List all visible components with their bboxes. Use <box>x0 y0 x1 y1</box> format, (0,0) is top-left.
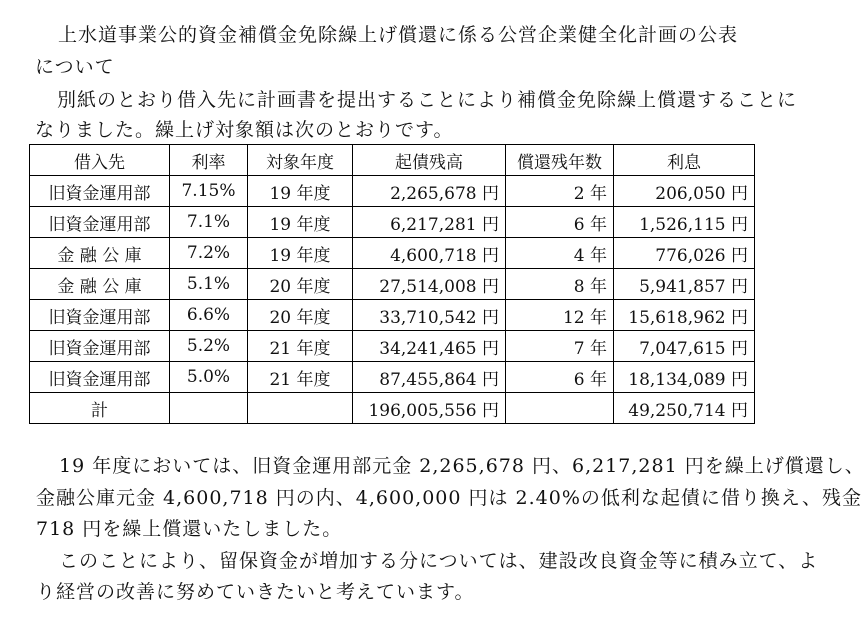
total-interest: 49,250,714 円 <box>614 393 755 424</box>
cell-fiscal-year: 19 年度 <box>248 176 353 207</box>
table-row <box>30 238 755 269</box>
table-row <box>30 362 755 393</box>
total-label: 計 <box>30 393 170 424</box>
document-title-line1: 上水道事業公的資金補償金免除繰上げ償還に係る公営企業健全化計画の公表 <box>58 24 739 46</box>
cell-rate: 5.2% <box>170 331 248 362</box>
cell-lender: 金 融 公 庫 <box>30 238 170 269</box>
cell-remaining-years: 6 年 <box>506 362 614 393</box>
table-row <box>30 331 755 362</box>
cell-balance: 33,710,542 円 <box>353 300 506 331</box>
header-rate: 利率 <box>170 145 248 176</box>
cell-rate: 7.15% <box>170 176 248 207</box>
cell-lender: 旧資金運用部 <box>30 331 170 362</box>
cell-balance: 27,514,008 円 <box>353 269 506 300</box>
total-balance: 196,005,556 円 <box>353 393 506 424</box>
table-total-row <box>30 393 755 424</box>
body-p1-line2: 金融公庫元金 4,600,718 円の内、4,600,000 円は 2.40%の低利な起債に借り換え、残金 <box>36 487 863 509</box>
cell-balance: 2,265,678 円 <box>353 176 506 207</box>
total-empty-cell <box>170 393 248 424</box>
cell-fiscal-year: 21 年度 <box>248 331 353 362</box>
cell-interest: 206,050 円 <box>614 176 755 207</box>
intro-line1: 別紙のとおり借入先に計画書を提出することにより補償金免除繰上償還することに <box>57 89 798 111</box>
cell-rate: 7.1% <box>170 207 248 238</box>
cell-lender: 旧資金運用部 <box>30 362 170 393</box>
total-empty-cell <box>506 393 614 424</box>
table-row <box>30 207 755 238</box>
cell-balance: 6,217,281 円 <box>353 207 506 238</box>
cell-lender: 金 融 公 庫 <box>30 269 170 300</box>
cell-rate: 5.0% <box>170 362 248 393</box>
cell-fiscal-year: 20 年度 <box>248 269 353 300</box>
table-row <box>30 300 755 331</box>
body-p1-line3: 718 円を繰上償還いたしました。 <box>36 518 343 540</box>
table-row <box>30 269 755 300</box>
cell-rate: 5.1% <box>170 269 248 300</box>
cell-fiscal-year: 20 年度 <box>248 300 353 331</box>
cell-lender: 旧資金運用部 <box>30 300 170 331</box>
cell-lender: 旧資金運用部 <box>30 176 170 207</box>
body-p2-line2: り経営の改善に努めていきたいと考えています。 <box>36 581 475 603</box>
cell-remaining-years: 4 年 <box>506 238 614 269</box>
table-row <box>30 176 755 207</box>
cell-balance: 4,600,718 円 <box>353 238 506 269</box>
header-remaining-years: 償還残年数 <box>506 145 614 176</box>
cell-fiscal-year: 19 年度 <box>248 238 353 269</box>
table-header-row <box>30 145 755 176</box>
cell-interest: 1,526,115 円 <box>614 207 755 238</box>
cell-interest: 18,134,089 円 <box>614 362 755 393</box>
cell-fiscal-year: 19 年度 <box>248 207 353 238</box>
cell-remaining-years: 12 年 <box>506 300 614 331</box>
cell-interest: 776,026 円 <box>614 238 755 269</box>
cell-remaining-years: 8 年 <box>506 269 614 300</box>
body-p2-line1: このことにより、留保資金が増加する分については、建設改良資金等に積み立て、よ <box>59 550 819 572</box>
cell-rate: 6.6% <box>170 300 248 331</box>
cell-fiscal-year: 21 年度 <box>248 362 353 393</box>
cell-rate: 7.2% <box>170 238 248 269</box>
header-fiscal-year: 対象年度 <box>248 145 353 176</box>
repayment-table <box>29 144 755 424</box>
cell-lender: 旧資金運用部 <box>30 207 170 238</box>
cell-remaining-years: 2 年 <box>506 176 614 207</box>
cell-remaining-years: 6 年 <box>506 207 614 238</box>
body-p1-line1: 19 年度においては、旧資金運用部元金 2,265,678 円、6,217,281 円を繰上げ償還し、 <box>59 455 865 477</box>
intro-line2: なりました。繰上げ対象額は次のとおりです。 <box>35 119 454 141</box>
document-title-line2: について <box>35 56 115 78</box>
cell-remaining-years: 7 年 <box>506 331 614 362</box>
header-interest: 利息 <box>614 145 755 176</box>
header-outstanding-balance: 起債残高 <box>353 145 506 176</box>
cell-interest: 15,618,962 円 <box>614 300 755 331</box>
cell-balance: 87,455,864 円 <box>353 362 506 393</box>
cell-balance: 34,241,465 円 <box>353 331 506 362</box>
header-lender: 借入先 <box>30 145 170 176</box>
cell-interest: 5,941,857 円 <box>614 269 755 300</box>
total-empty-cell <box>248 393 353 424</box>
cell-interest: 7,047,615 円 <box>614 331 755 362</box>
